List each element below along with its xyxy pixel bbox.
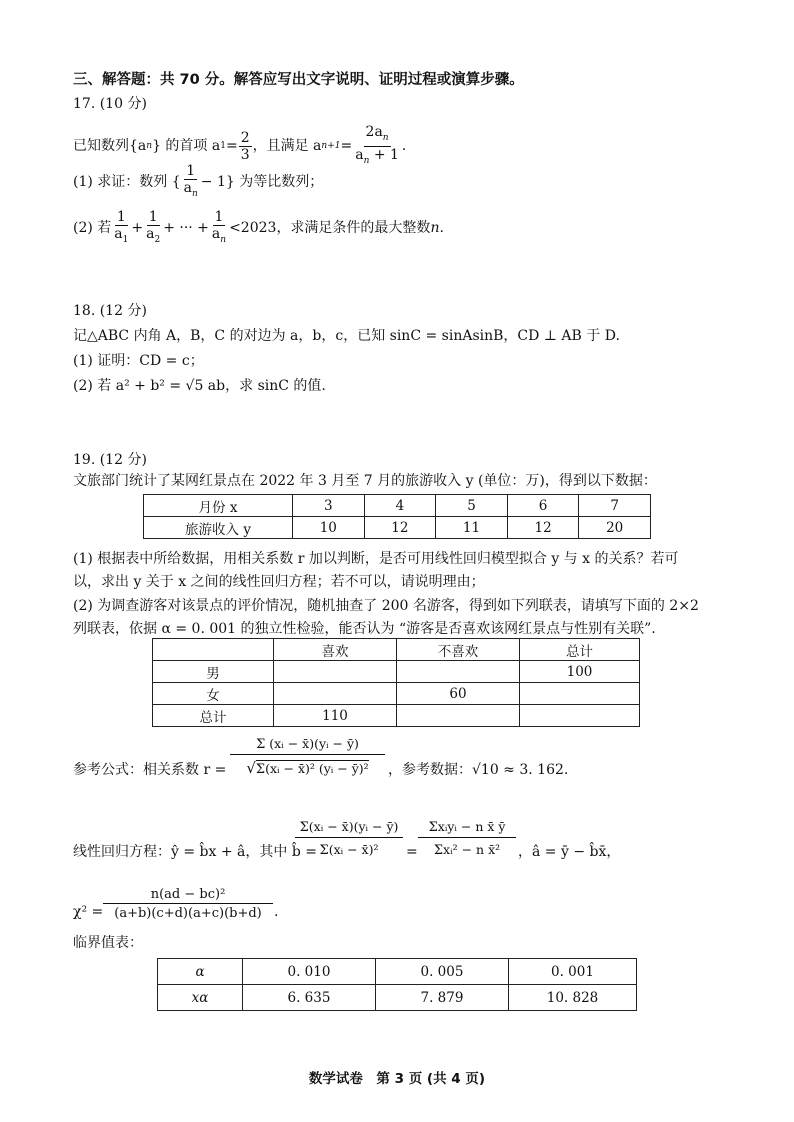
table-header-cell: 喜欢 bbox=[274, 639, 397, 661]
q17-number: 17. (10 分) bbox=[73, 96, 147, 112]
a-hat-formula: ，â = ȳ − b̂x̄， bbox=[518, 844, 621, 860]
q17-part2-n: n bbox=[430, 220, 440, 237]
table-row-income bbox=[144, 517, 651, 539]
q17-stem-end: . bbox=[401, 138, 407, 155]
q18-stem: 记△ABC 内角 A，B，C 的对边为 a，b，c，已知 sinC = sinAsinB，CD ⊥ AB 于 D. bbox=[73, 328, 620, 344]
table-cell: 男 bbox=[153, 661, 274, 683]
q17-part1-frac-num: 1 bbox=[186, 163, 196, 179]
r-denominator: √Σ(xᵢ − x̄)² (yᵢ − ȳ)² bbox=[246, 759, 369, 777]
table-header-cell bbox=[153, 639, 274, 661]
q17-part2-dots: + ··· + bbox=[163, 220, 209, 237]
chi-denominator: (a+b)(c+d)(a+c)(b+d) bbox=[114, 906, 262, 921]
chi-numerator: n(ad − bc)² bbox=[103, 887, 273, 904]
q18-part2-text-a: (2) 若 a² + b² = bbox=[73, 378, 186, 394]
table-cell: 0. 010 bbox=[243, 959, 376, 985]
table-cell: 10 bbox=[293, 517, 365, 539]
q17-frac1-den: 3 bbox=[240, 146, 250, 163]
table-cell bbox=[274, 661, 397, 683]
table-cell: 10. 828 bbox=[509, 985, 637, 1011]
q17-frac-first-term bbox=[239, 130, 252, 163]
q19-data-table bbox=[143, 494, 651, 539]
q18-number: 18. (12 分) bbox=[73, 303, 147, 319]
table-cell: 7 bbox=[579, 495, 651, 517]
q19-number: 19. (12 分) bbox=[73, 452, 147, 468]
table-row-x bbox=[158, 985, 637, 1011]
b-formula-1 bbox=[295, 819, 403, 858]
q17-frac1-num: 2 bbox=[240, 129, 250, 146]
q17-stem-text-a: 已知数列{a bbox=[73, 138, 147, 155]
q17-stem-text-b: } 的首项 a bbox=[152, 138, 221, 155]
table-row bbox=[153, 683, 640, 705]
table-cell: 12 bbox=[507, 517, 579, 539]
r-numerator bbox=[230, 736, 385, 755]
b-numerator-2: Σxᵢyᵢ − n x̄ ȳ bbox=[418, 819, 516, 838]
q17-stem-text-d: ，且满足 a bbox=[252, 138, 322, 155]
b-denominator-2: Σxᵢ² − n x̄² bbox=[433, 842, 501, 858]
q17-part2-end: . bbox=[439, 220, 444, 237]
b-denominator-2-text: xᵢ² − n x̄² bbox=[443, 842, 501, 857]
table-cell: 6. 635 bbox=[243, 985, 376, 1011]
q19-part1-line1: (1) 根据表中所给数据，用相关系数 r 加以判断，是否可用线性回归模型拟合 y 与 x 的关系？若可 bbox=[73, 551, 679, 567]
table-cell: 总计 bbox=[153, 705, 274, 727]
q19-part2-line2: 列联表，依据 α = 0. 001 的独立性检验，能否认为 “游客是否喜欢该网红景点与性别有关联”. bbox=[73, 621, 656, 637]
q17-part2-text-d: <2023，求满足条件的最大整数 bbox=[229, 220, 431, 237]
equals-sign: = bbox=[406, 844, 418, 860]
table-cell: 12 bbox=[364, 517, 436, 539]
linear-regression-label: 线性回归方程：ŷ = b̂x + â，其中 b̂ = bbox=[73, 844, 317, 860]
q17-frac2-den: a bbox=[355, 146, 364, 163]
table-cell: 7. 879 bbox=[376, 985, 509, 1011]
table-cell: 6 bbox=[507, 495, 579, 517]
table-row bbox=[153, 661, 640, 683]
q17-frac2-num: 2a bbox=[365, 124, 383, 140]
q17-part2-frac2: $\frac{1}{a_2}$ bbox=[146, 209, 161, 245]
chi-end: . bbox=[274, 904, 279, 920]
q17-part1-frac-den: a bbox=[183, 180, 192, 196]
table-cell bbox=[520, 683, 640, 705]
table-cell: 100 bbox=[520, 661, 640, 683]
page-footer: 数学试卷 第 3 页 (共 4 页) bbox=[308, 1071, 486, 1087]
section-header: 三、解答题：共 70 分。解答应写出文字说明、证明过程或演算步骤。 bbox=[73, 72, 524, 88]
table-cell bbox=[274, 683, 397, 705]
r-numerator-text: (xᵢ − x̄)(yᵢ − ȳ) bbox=[269, 736, 359, 751]
q19-contingency-table bbox=[152, 638, 640, 727]
table-cell bbox=[397, 661, 520, 683]
table-row-header bbox=[153, 639, 640, 661]
q17-stem-eq2: = bbox=[340, 138, 353, 155]
table-cell: 60 bbox=[397, 683, 520, 705]
table-cell bbox=[520, 705, 640, 727]
q17-part1 bbox=[73, 163, 323, 202]
table-header-cell: 总计 bbox=[520, 639, 640, 661]
b-denominator-1: Σ(xᵢ − x̄)² bbox=[319, 842, 379, 858]
sigma-symbol: Σ bbox=[256, 737, 266, 752]
q17-frac-recurrence: $\frac{2a_n}{a_n + 1}$ bbox=[355, 124, 399, 166]
q17-part1-text-b: − 1} 为等比数列； bbox=[200, 174, 324, 191]
table-cell: 5 bbox=[436, 495, 508, 517]
q17-part2-plus: + bbox=[131, 220, 144, 237]
q18-part2-sqrt5: √5 bbox=[185, 378, 204, 394]
r-denominator-text: (xᵢ − x̄)² (yᵢ − ȳ)² bbox=[265, 761, 369, 776]
q19-part1-line2: 以，求出 y 关于 x 之间的线性回归方程；若不可以，请说明理由； bbox=[73, 574, 485, 590]
q19-stem: 文旅部门统计了某网红景点在 2022 年 3 月至 7 月的旅游收入 y (单位：万)，得到以下数据： bbox=[73, 473, 657, 489]
chi-square-formula bbox=[103, 887, 273, 921]
chi-square-label: χ² = bbox=[73, 904, 104, 920]
q18-part1: (1) 证明：CD = c； bbox=[73, 353, 204, 369]
q17-part2-text-a: (2) 若 bbox=[73, 220, 112, 237]
ref-data: ，参考数据：√10 ≈ 3. 162. bbox=[388, 762, 569, 778]
q17-frac2-den-tail: + 1 bbox=[369, 146, 399, 163]
table-row-month bbox=[144, 495, 651, 517]
table-cell: 11 bbox=[436, 517, 508, 539]
critical-value-label: 临界值表： bbox=[73, 935, 143, 951]
table-cell bbox=[397, 705, 520, 727]
b-numerator-1-text: (xᵢ − x̄)(yᵢ − ȳ) bbox=[308, 819, 399, 834]
r-formula bbox=[230, 736, 385, 777]
table-cell: 女 bbox=[153, 683, 274, 705]
b-formula-2 bbox=[418, 819, 516, 858]
table-cell-label: xα bbox=[158, 985, 243, 1011]
q17-part2-frac3: $\frac{1}{a_n}$ bbox=[211, 209, 227, 245]
q18-part2-text-c: ab，求 sinC 的值. bbox=[203, 378, 326, 394]
table-cell: 3 bbox=[293, 495, 365, 517]
q17-part1-text-a: (1) 求证：数列 { bbox=[73, 174, 181, 191]
ref-formula-label: 参考公式：相关系数 r = bbox=[73, 762, 227, 778]
table-row bbox=[153, 705, 640, 727]
b-denominator-1-text: (xᵢ − x̄)² bbox=[328, 842, 379, 857]
q19-part2-line1: (2) 为调查游客对该景点的评价情况，随机抽查了 200 名游客，得到如下列联表，请填写下面的 2×2 bbox=[73, 598, 699, 614]
table-header-cell: 不喜欢 bbox=[397, 639, 520, 661]
table-cell-label: 月份 x bbox=[144, 495, 293, 517]
table-cell: 4 bbox=[364, 495, 436, 517]
q17-part2 bbox=[73, 209, 444, 248]
b-numerator-1: Σ(xᵢ − x̄)(yᵢ − ȳ) bbox=[295, 819, 403, 838]
q17-stem: 已知数列{a n } 的首项 a 1 = $\frac{2}{3}$ ，且满足 a n+1 = $\frac{2a_n}{a_n + 1}$ . bbox=[73, 124, 406, 169]
table-cell: 110 bbox=[274, 705, 397, 727]
critical-value-table bbox=[157, 958, 637, 1011]
q17-part1-frac: $\frac{1}{a_n}$ bbox=[183, 163, 198, 199]
q17-stem-eq: = bbox=[225, 138, 238, 155]
q18-part2 bbox=[73, 377, 326, 395]
table-cell: 0. 001 bbox=[509, 959, 637, 985]
table-row-alpha bbox=[158, 959, 637, 985]
q17-part2-frac1: $\frac{1}{a_1}$ bbox=[114, 209, 129, 245]
b-numerator-2-text: xᵢyᵢ − n x̄ ȳ bbox=[437, 819, 506, 834]
table-cell: 20 bbox=[579, 517, 651, 539]
table-cell-label: α bbox=[158, 959, 243, 985]
table-cell-label: 旅游收入 y bbox=[144, 517, 293, 539]
table-cell: 0. 005 bbox=[376, 959, 509, 985]
